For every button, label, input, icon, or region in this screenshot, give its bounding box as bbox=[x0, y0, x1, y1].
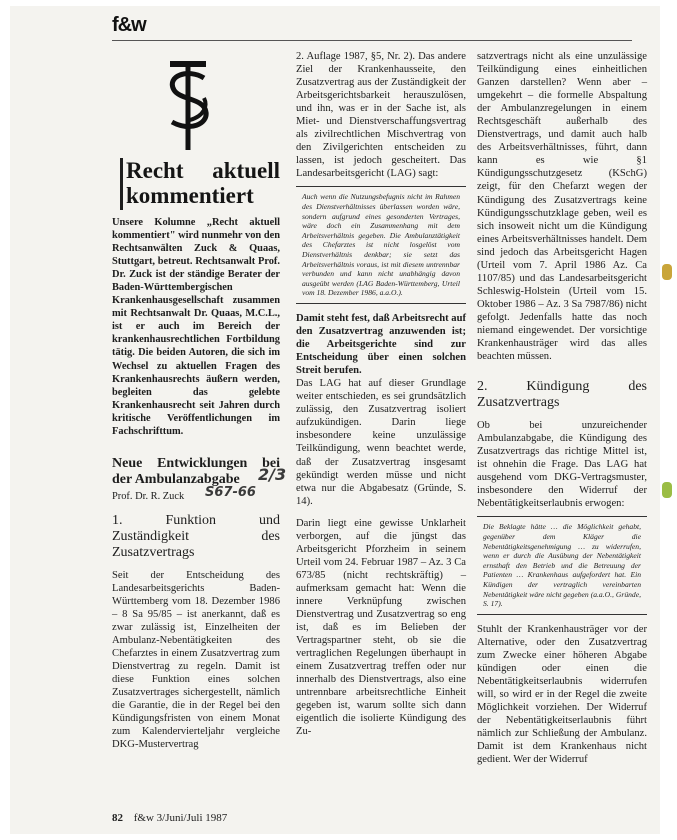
handwritten-reference: S67-66 bbox=[205, 484, 256, 500]
rubric-title: Recht aktuell kommentiert bbox=[126, 158, 280, 208]
court-quote: Auch wenn die Nutzungsbefugnis nicht im Rahmen des Dienstverhältnisses überlassen worden wäre, sondern aufgrund eines gesonderten Vertrages, wäre doch ein Zusammenhang mit dem Arbeitsverhältnis gegeben. Die Ambulanztätigkeit des Chefarztes ist nicht losgelöst vom Dienstverhältnis denkbar; sie setzt das Arbeitsverhältnis voraus, ist mit diesem untrennbar verbunden und kann nicht unabhängig davon ausgeübt werden (LAG Baden-Württemberg, Urteil vom 18. Dezember 1986, a.a.O.). bbox=[296, 186, 466, 304]
section-2-heading: 2. Kündigung des Zusatzvertrags bbox=[477, 379, 647, 411]
column-3 bbox=[477, 50, 647, 766]
paper-clip bbox=[662, 482, 672, 498]
magazine-logo: f&w bbox=[112, 14, 146, 36]
body-paragraph: 2. Auflage 1987, §5, Nr. 2). Das andere Ziel der Krankenhausseite, den Zusatzvertrag aus der Zuständigkeit der Arbeitsgerichtsbarkeit herauszulösen, und ihn, was er in der Sache ist, als Miet- und Dienstverschaffungsvertrag als zivilrechtlichen Mischvertrag von den Zivilgerichten entscheiden zu lassen, ist jedoch gescheitert. Das Landesarbeitsgericht (LAG) sagt: bbox=[296, 51, 466, 180]
body-paragraph: satzvertrags nicht als eine unzulässige Teilkündigung eines einheitlichen Ganzen darstellen? Wenn aber – umgekehrt – die formelle Abspaltung der Ambulanzregelungen in einem Rechtsgeschäft außerhalb des Dienstvertrags, und damit auch halb des Arbeitsverhältnisses, führt, dann kann es wie §1 Kündigungsschutzgesetz (KSchG) zeigt, für den Chefarzt wegen der Kündigung des Zusatzvertrags keine Kündigungsschutzklage geben, weil es sich insoweit nicht um die Kündigung eines Arbeitsverhältnisses handelt. Dem sind jedoch das Arbeitsgericht Hagen (Urteil vom 7. April 1986 Az. Ca 1107/85) und das Landesarbeitsgericht Schleswig-Holstein (Urteil vom 15. Oktober 1986 – Az. 3 Sa 7987/86) nicht gefolgt. Jedenfalls hatte das noch niemand eingewendet. Der vorsichtige Krankenhausträger wird das alles beachten müssen. bbox=[477, 51, 647, 363]
body-paragraph: Stuhlt der Krankenhausträger vor der Alternative, oder den Zusatzvertrag zum Zwecke einer höheren Abgabe kündigen oder einen die Nebentätigkeitserlaubnis widerrufen will, so wird er in der Regel die zweite Möglichkeit vorziehen. Der Widerruf der Nebentätigkeitserlaubnis führt nämlich zur Schließung der Ambulanz. Damit ist dem Krankenhaus nicht gedient. Wer der Widerruf bbox=[477, 623, 647, 766]
body-paragraph-bold: Damit steht fest, daß Arbeitsrecht auf den Zusatzvertrag anzuwenden ist; die Arbeitsgerichte sind zur Entscheidung über einen solchen Streit berufen. bbox=[296, 313, 466, 377]
author-name: Prof. Dr. R. Zuck bbox=[112, 490, 185, 502]
issue-info: f&w 3/Juni/Juli 1987 bbox=[133, 812, 228, 824]
court-quote: Die Beklagte hätte … die Möglichkeit gehabt, gegenüber dem Kläger die Nebentätigkeitsgenehmigung … zu widerrufen, wenn er durch die Ausübung der Nebentätigkeit ernsthaft den Betrieb und die Betreuung der Patienten … Krankenhaus aufgefordert hat. Ein Kündigen der vertraglich vereinbarten Nebentätigkeit wäre nicht gegeben (a.a.O., Gründe, S. 17). bbox=[477, 516, 647, 614]
column-2 bbox=[296, 50, 466, 739]
body-paragraph: Darin liegt eine gewisse Unklarheit verborgen, auf die jüngst das Arbeitsgericht Pforzheim in seinem Urteil vom 24. Februar 1987 – Az. 3 Ca 673/85 (nicht rechtskräftig) – aufmerksam gemacht hat: Wenn die innere Verknüpfung zwischen Dienstvertrag und Zusatzvertrag so eng ist, daß es im Belieben der Vertragspartner steht, ob sie die vertraglichen Regelungen überhaupt in einem Zusatzvertrag treffen oder nur innerhalb des Dienstvertrags, also eine untrennbare arbeitsrechtliche Einheit gegeben ist, warum sollte sich dann eigentlich die isolierte Kündigung des Zu- bbox=[296, 517, 466, 738]
page-footer bbox=[112, 812, 227, 824]
body-paragraph: Das LAG hat auf dieser Grundlage weiter entschieden, es sei grundsätzlich zulässig, den Zusatzvertrag isoliert aufzukündigen. Darin liege insbesondere keine unzulässige Teilkündigung, wenn beachtet werde, daß der Zusatzvertrag insgesamt gekündigt werden müsse und nicht etwa nur die Abgabesatz (Gründe, S. 14). bbox=[296, 378, 466, 507]
header-rule bbox=[112, 40, 632, 41]
article-title: Neue Entwicklungen bei der Ambulanzabgabe bbox=[112, 455, 280, 487]
column-intro: Unsere Kolumne „Recht aktuell kommentiert" wird nunmehr von den Rechtsanwälten Zuck & Quaas, Stuttgart, betreut. Rechtsanwalt Prof. Dr. Zuck ist der ständige Berater der Baden-Württembergischen Krankenhausgesellschaft zusammen mit Rechtsanwalt Dr. Quaas, M.C.L., ist er auch im Bereich der krankenhausrechtlichen Fortbildung tätig. Die beiden Autoren, die sich im Wechsel zu aktuellen Fragen des Krankenhausrechts äußern werden, begleiten das gelebte Krankenhausrecht seit Jahren durch kritische Veröffentlichungen im Fachschrifttum. bbox=[112, 217, 280, 437]
column-1 bbox=[112, 50, 287, 752]
body-paragraph: Seit der Entscheidung des Landesarbeitsgerichts Baden-Württemberg vom 18. Dezember 1986 – 8 Sa 95/85 – ist anerkannt, daß es zwar zulässig ist, Einzelheiten der Ambulanz-Nebentätigkeiten des Chefarztes in einem Zusatzvertrag zum Dienstvertrag zu regeln. Damit ist diese Funktion eines solchen Zusatzvertrages sichergestellt, nämlich die Garantie, die in der Regel bei den Kündigungsfristen von einem Monat zum Kalendervierteljahr vergleiche DKG-Mustervertrag bbox=[112, 569, 280, 751]
handwritten-mark: 2/3 bbox=[258, 464, 287, 484]
paper-clip bbox=[662, 264, 672, 280]
section-1-heading: 1. Funktion und Zuständigkeit des Zusatzvertrags bbox=[112, 512, 280, 560]
body-paragraph: Ob bei unzureichender Ambulanzabgabe, die Kündigung des Zusatzvertrags das richtige Mittel ist, ist ohnehin die Frage. Das LAG hat ausgehend vom DKG-Vertragsmuster, insbesondere den Widerruf der Nebentätigkeitserlaubnis erwogen: bbox=[477, 420, 647, 510]
section-symbol-icon bbox=[148, 54, 228, 154]
page-number: 82 bbox=[112, 812, 123, 824]
